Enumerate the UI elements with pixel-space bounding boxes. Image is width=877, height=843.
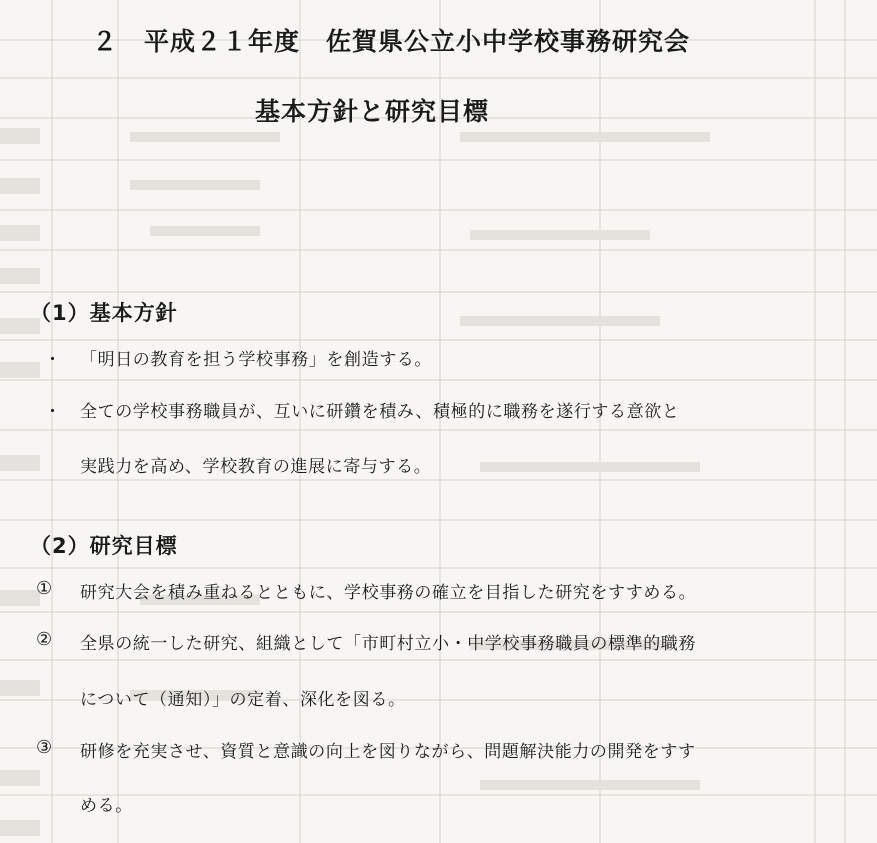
section-heading-research-goals: （2）研究目標 — [30, 534, 178, 558]
goal-line: 研究大会を積み重ねるとともに、学校事務の確立を目指した研究をすすめる。 — [80, 583, 697, 603]
goal-line: 全県の統一した研究、組織として「市町村立小・中学校事務職員の標準的職務 — [80, 634, 696, 654]
goal-line: 研修を充実させ、資質と意識の向上を図りながら、問題解決能力の開発をすす — [80, 742, 696, 762]
goal-line: める。 — [80, 796, 133, 816]
goal-number: ① — [36, 578, 53, 599]
goal-number: ② — [36, 629, 53, 650]
section-heading-basic-policy: （1）基本方針 — [30, 301, 178, 325]
policy-line: 全ての学校事務職員が、互いに研鑽を積み、積極的に職務を遂行する意欲と — [80, 402, 680, 422]
policy-line: 実践力を高め、学校教育の進展に寄与する。 — [80, 457, 432, 477]
document-subtitle: 基本方針と研究目標 — [255, 97, 490, 126]
goal-line: について（通知）」の定着、深化を図る。 — [80, 690, 406, 710]
policy-line: 「明日の教育を担う学校事務」を創造する。 — [80, 350, 432, 370]
bullet-marker: ・ — [44, 402, 61, 422]
document-title: ２ 平成２１年度 佐賀県公立小中学校事務研究会 — [92, 27, 691, 56]
bullet-marker: ・ — [44, 350, 61, 370]
goal-number: ③ — [36, 737, 53, 758]
